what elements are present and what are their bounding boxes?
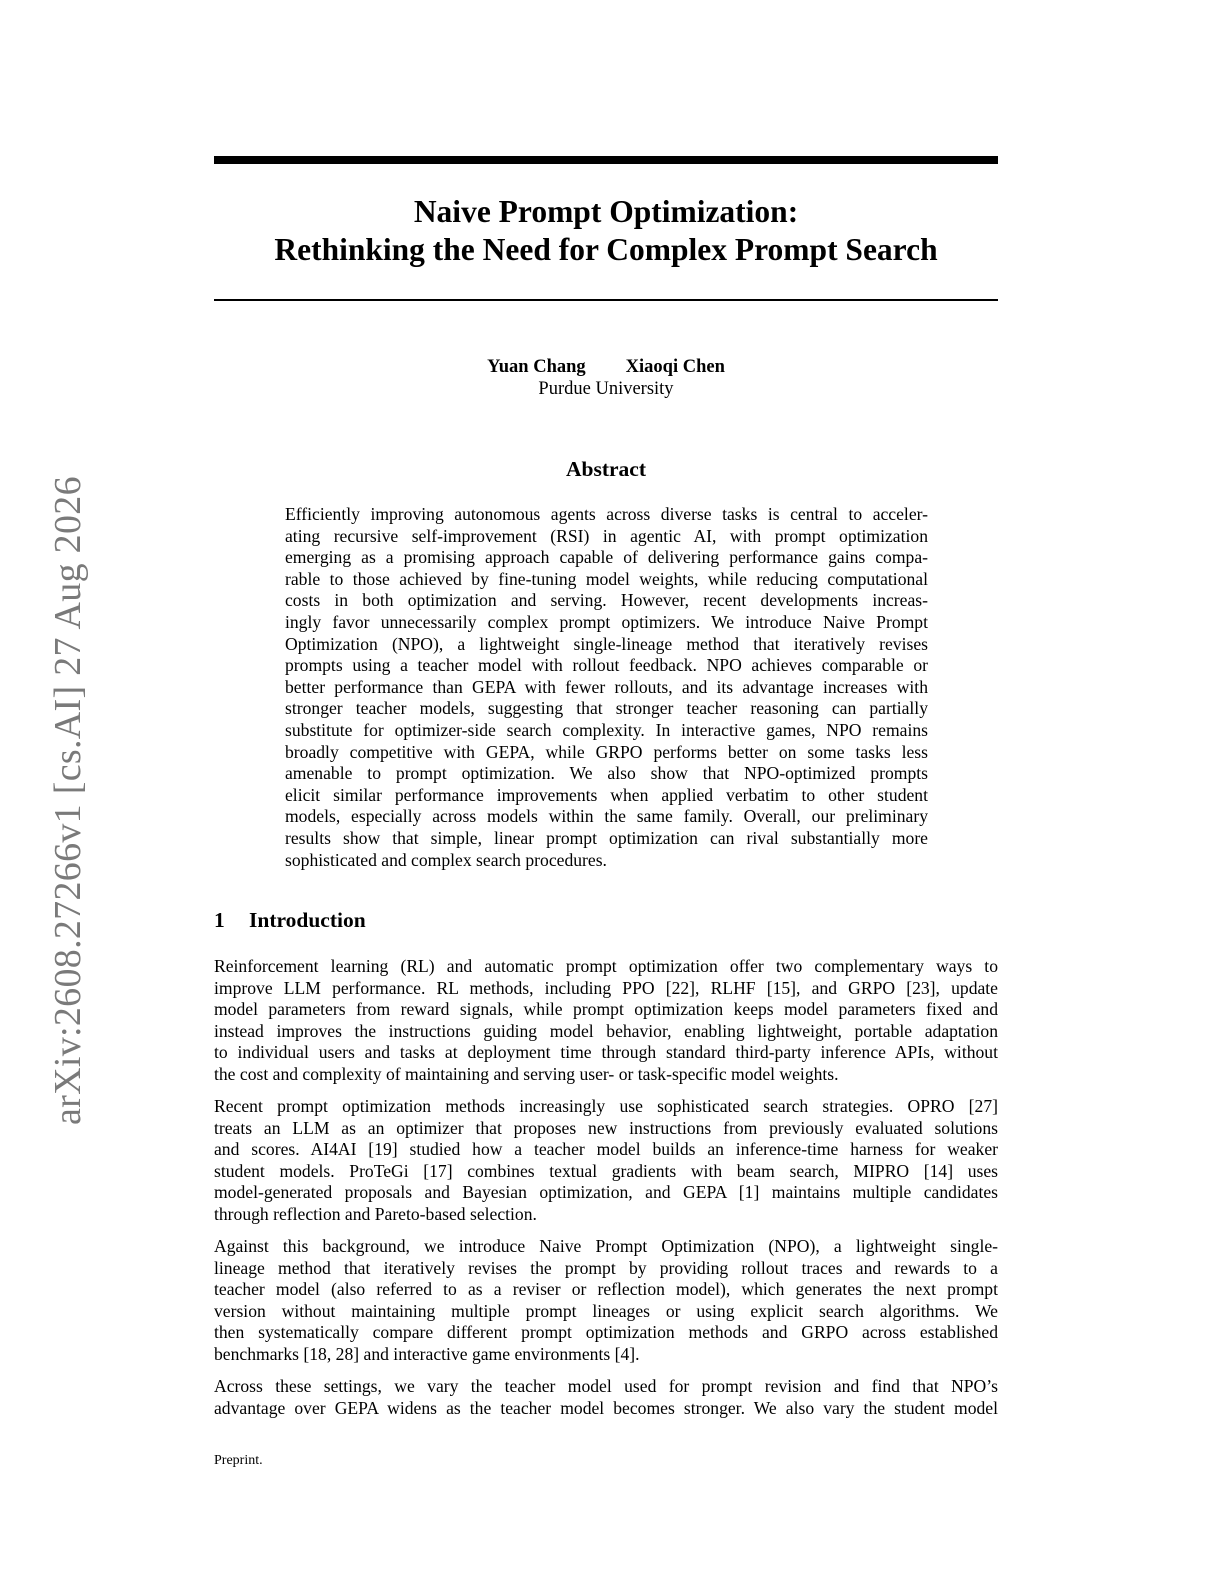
- abstract-line: sophisticated and complex search procedures.: [285, 849, 607, 870]
- abstract-line: substitute for optimizer-side search complexity. In interactive games, NPO remains: [285, 719, 928, 740]
- paragraph-line: improve LLM performance. RL methods, including PPO [22], RLHF [15], and GRPO [23], update: [214, 977, 998, 998]
- abstract-line: costs in both optimization and serving. However, recent developments increas-: [285, 590, 928, 611]
- paragraph-line: Recent prompt optimization methods increasingly use sophisticated search strategies. OPRO [27]: [214, 1096, 998, 1116]
- paragraph-line: teacher model (also referred to as a reviser or reflection model), which generates the next prompt: [214, 1279, 998, 1300]
- abstract-line: Optimization (NPO), a lightweight single-lineage method that iteratively revises: [285, 633, 928, 654]
- paragraph-line: advantage over GEPA widens as the teacher model becomes stronger. We also vary the student model: [214, 1397, 998, 1418]
- abstract-line: elicit similar performance improvements when applied verbatim to other student: [285, 784, 928, 805]
- title-line-1: Naive Prompt Optimization:: [413, 194, 799, 229]
- abstract-line: Efficiently improving autonomous agents across diverse tasks is central to acceler-: [285, 504, 928, 524]
- abstract-line: stronger teacher models, suggesting that stronger teacher reasoning can partially: [285, 698, 928, 719]
- section-title: Introduction: [249, 908, 366, 932]
- paragraph-line: treats an LLM as an optimizer that proposes new instructions from previously evaluated solutions: [214, 1117, 998, 1138]
- author-names: [214, 356, 998, 378]
- paragraph-line: instead improves the instructions guiding model behavior, enabling lightweight, portable adaptation: [214, 1020, 998, 1041]
- paragraph-line: model-generated proposals and Bayesian optimization, and GEPA [1] maintains multiple candidates: [214, 1182, 998, 1203]
- paragraph-line: to individual users and tasks at deployment time through standard third-party inference APIs, without: [214, 1042, 998, 1063]
- author-block: [214, 356, 998, 400]
- preprint-footer: Preprint.: [214, 1453, 263, 1468]
- paragraph-line: model parameters from reward signals, while prompt optimization keeps model parameters fixed and: [214, 999, 998, 1020]
- arxiv-identifier: arXiv:2608.27266v1 [cs.AI] 27 Aug 2026: [47, 476, 89, 1125]
- paragraph-line: Reinforcement learning (RL) and automatic prompt optimization offer two complementary ways to: [214, 956, 998, 976]
- intro-paragraph-3: [214, 1236, 998, 1366]
- abstract-line: ingly favor unnecessarily complex prompt optimizers. We introduce Naive Prompt: [285, 611, 928, 632]
- title-top-rule: [214, 156, 998, 164]
- abstract-line: prompts using a teacher model with rollout feedback. NPO achieves comparable or: [285, 655, 928, 676]
- section-heading-introduction: [214, 907, 366, 933]
- paragraph-line: the cost and complexity of maintaining and serving user- or task-specific model weights.: [214, 1063, 839, 1084]
- abstract-line: ating recursive self-improvement (RSI) in agentic AI, with prompt optimization: [285, 525, 928, 546]
- intro-paragraph-2: [214, 1096, 998, 1226]
- abstract-line: better performance than GEPA with fewer rollouts, and its advantage increases with: [285, 676, 928, 697]
- author-name: Yuan Chang: [487, 357, 586, 377]
- paragraph-line: then systematically compare different prompt optimization methods and GRPO across established: [214, 1322, 998, 1343]
- abstract-line: emerging as a promising approach capable of delivering performance gains compa-: [285, 547, 928, 568]
- abstract-body: [285, 504, 928, 871]
- abstract-line: results show that simple, linear prompt optimization can rival substantially more: [285, 827, 928, 848]
- paragraph-line: version without maintaining multiple prompt lineages or using explicit search algorithms. We: [214, 1300, 998, 1321]
- abstract-line: broadly competitive with GEPA, while GRPO performs better on some tasks less: [285, 741, 928, 762]
- title-line-2: Rethinking the Need for Complex Prompt Search: [274, 232, 938, 267]
- paragraph-line: through reflection and Pareto-based selection.: [214, 1203, 537, 1224]
- paragraph-line: benchmarks [18, 28] and interactive game environments [4].: [214, 1343, 640, 1364]
- intro-paragraph-4: [214, 1376, 998, 1419]
- section-number: 1: [214, 908, 225, 932]
- author-name: Xiaoqi Chen: [625, 357, 725, 377]
- affiliation: Purdue University: [538, 379, 674, 399]
- abstract-line: rable to those achieved by fine-tuning model weights, while reducing computational: [285, 568, 928, 589]
- paragraph-line: Across these settings, we vary the teacher model used for prompt revision and find that NPO’s: [214, 1376, 998, 1396]
- paper-title: [214, 193, 998, 269]
- intro-paragraph-1: [214, 956, 998, 1086]
- paragraph-line: and scores. AI4AI [19] studied how a teacher model builds an inference-time harness for weaker: [214, 1139, 998, 1160]
- paragraph-line: student models. ProTeGi [17] combines textual gradients with beam search, MIPRO [14] uses: [214, 1160, 998, 1181]
- paragraph-line: Against this background, we introduce Naive Prompt Optimization (NPO), a lightweight single-: [214, 1236, 998, 1256]
- abstract-line: amenable to prompt optimization. We also show that NPO-optimized prompts: [285, 763, 928, 784]
- abstract-heading: Abstract: [565, 457, 646, 481]
- paragraph-line: lineage method that iteratively revises the prompt by providing rollout traces and rewards to a: [214, 1257, 998, 1278]
- abstract-line: models, especially across models within the same family. Overall, our preliminary: [285, 806, 928, 827]
- title-bottom-rule: [214, 299, 998, 301]
